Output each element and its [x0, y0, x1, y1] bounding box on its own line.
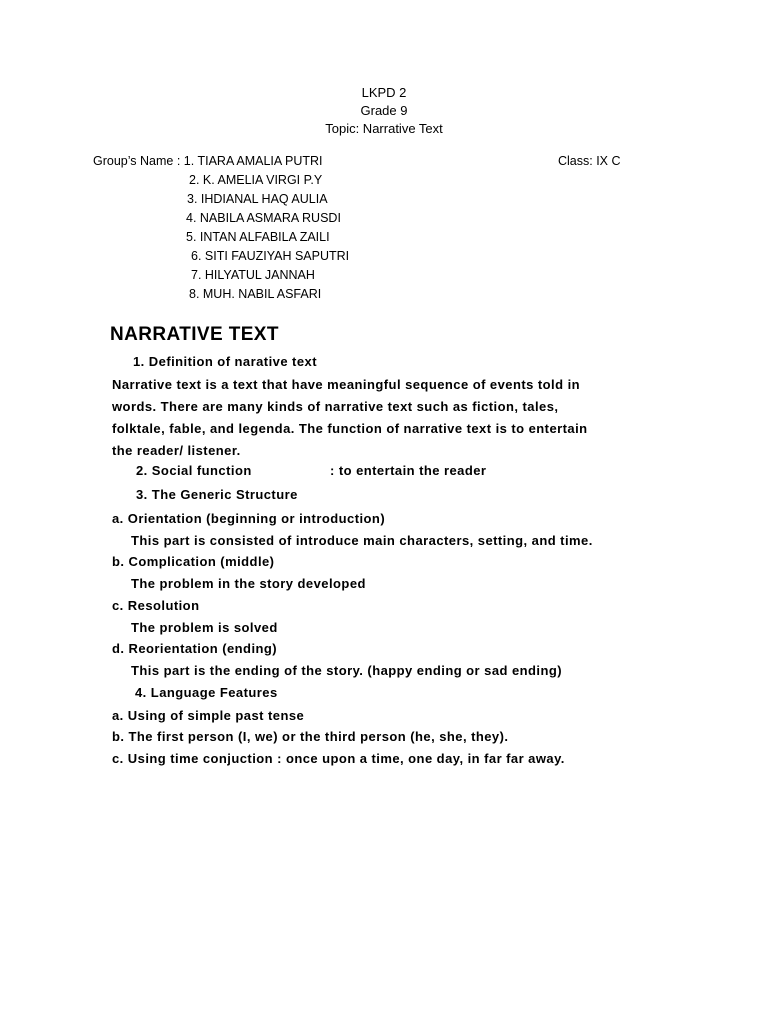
definition-line: folktale, fable, and legenda. The function of narrative text is to entertain [112, 421, 588, 436]
structure-desc: The problem is solved [131, 620, 278, 635]
group-member: 5. INTAN ALFABILA ZAILI [186, 230, 330, 244]
definition-line: the reader/ listener. [112, 443, 241, 458]
feature-item: c. Using time conjuction : once upon a time, one day, in far far away. [112, 751, 565, 766]
class-label: Class: IX C [558, 154, 621, 168]
social-function-value: : to entertain the reader [330, 463, 487, 478]
group-member: 2. K. AMELIA VIRGI P.Y [189, 173, 323, 187]
grade-label: Grade 9 [360, 103, 408, 118]
structure-label: b. Complication (middle) [112, 554, 275, 569]
structure-label: a. Orientation (beginning or introduction) [112, 511, 386, 526]
definition-heading: 1. Definition of narative text [133, 354, 317, 369]
feature-item: b. The first person (I, we) or the third person (he, she, they). [112, 729, 509, 744]
definition-line: Narrative text is a text that have meaningful sequence of events told in [112, 377, 581, 392]
group-member: 7. HILYATUL JANNAH [191, 268, 315, 282]
group-member: 3. IHDIANAL HAQ AULIA [187, 192, 328, 206]
group-member: 4. NABILA ASMARA RUSDI [186, 211, 341, 225]
generic-structure-heading: 3. The Generic Structure [136, 487, 298, 502]
section-title: NARRATIVE TEXT [110, 324, 279, 345]
structure-label: c. Resolution [112, 598, 200, 613]
group-member: 8. MUH. NABIL ASFARI [189, 287, 322, 301]
group-member: 6. SITI FAUZIYAH SAPUTRI [191, 249, 350, 263]
group-name-label: Group’s Name : 1. TIARA AMALIA PUTRI [93, 154, 323, 168]
group-member: 1. TIARA AMALIA PUTRI [183, 154, 323, 168]
social-function-heading: 2. Social function [136, 463, 252, 478]
feature-item: a. Using of simple past tense [112, 708, 305, 723]
language-features-heading: 4. Language Features [135, 685, 278, 700]
structure-label: d. Reorientation (ending) [112, 641, 278, 656]
structure-desc: This part is the ending of the story. (happy ending or sad ending) [131, 663, 563, 678]
doc-code: LKPD 2 [361, 85, 407, 100]
structure-desc: The problem in the story developed [131, 576, 366, 591]
topic-label: Topic: Narrative Text [325, 121, 443, 136]
definition-line: words. There are many kinds of narrative text such as fiction, tales, [112, 399, 559, 414]
structure-desc: This part is consisted of introduce main characters, setting, and time. [131, 533, 593, 548]
